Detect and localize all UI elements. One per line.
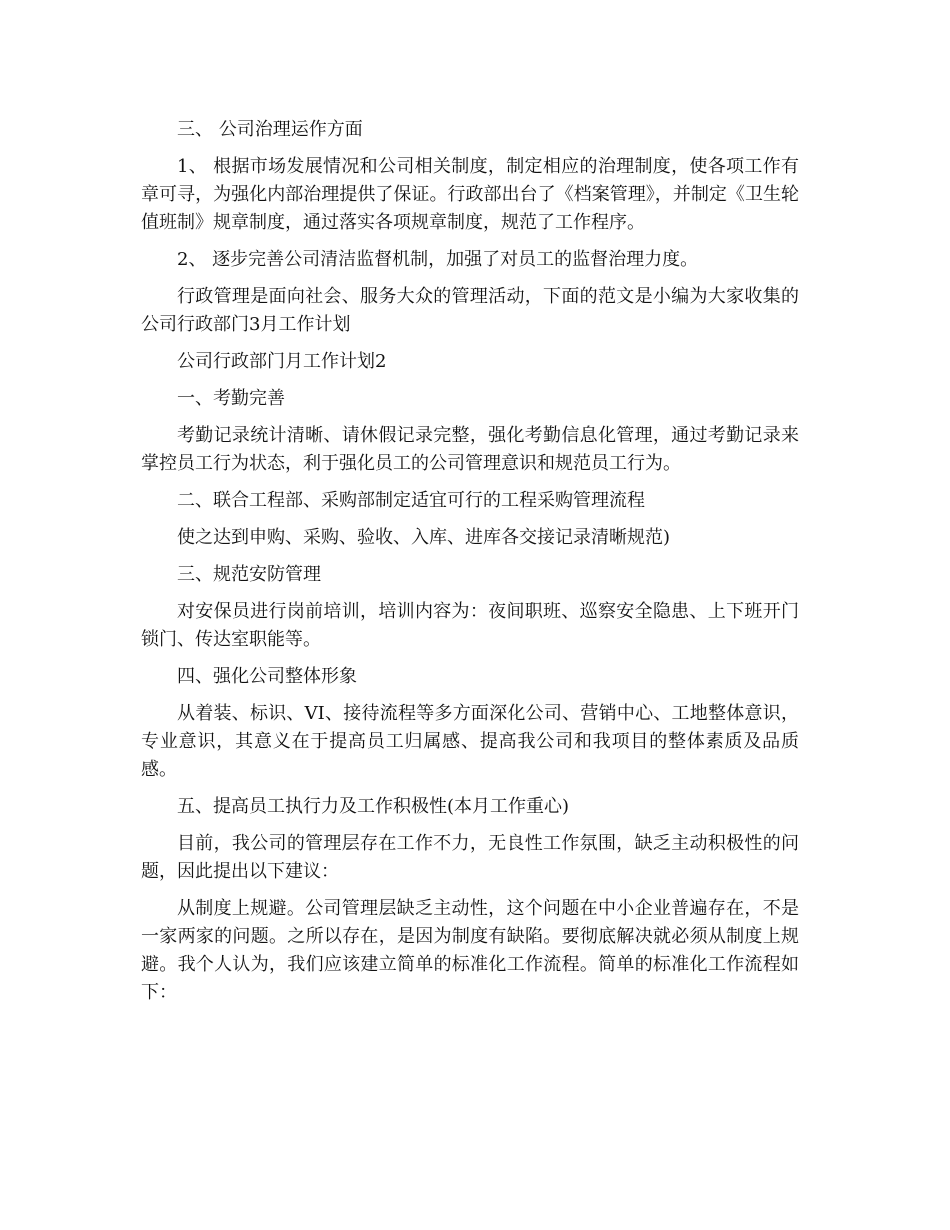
paragraph: 考勤记录统计清晰、请休假记录完整，强化考勤信息化管理，通过考勤记录来掌控员工行为状态，利于强化员工的公司管理意识和规范员工行为。 bbox=[141, 425, 799, 474]
section-heading-execution: 五、提高员工执行力及工作积极性(本月工作重心) bbox=[177, 796, 570, 817]
document-body bbox=[141, 116, 799, 1016]
paragraph: 1、 根据市场发展情况和公司相关制度，制定相应的治理制度，使各项工作有章可寻，为强化内部治理提供了保证。行政部出台了《档案管理》，并制定《卫生轮值班制》规章制度，通过落实各项规章制度，规范了工作程序。 bbox=[141, 156, 799, 233]
section-heading-governance: 三、 公司治理运作方面 bbox=[177, 119, 363, 140]
paragraph: 2、 逐步完善公司清洁监督机制，加强了对员工的监督治理力度。 bbox=[177, 249, 699, 270]
paragraph: 从制度上规避。公司管理层缺乏主动性，这个问题在中小企业普遍存在，不是一家两家的问题。之所以存在，是因为制度有缺陷。要彻底解决就必须从制度上规避。我个人认为，我们应该建立简单的标准化工作流程。简单的标准化工作流程如下： bbox=[141, 898, 799, 1003]
paragraph: 使之达到申购、采购、验收、入库、进库各交接记录清晰规范) bbox=[177, 527, 671, 548]
paragraph: 从着装、标识、VI、接待流程等多方面深化公司、营销中心、工地整体意识，专业意识，其意义在于提高员工归属感、提高我公司和我项目的整体素质及品质感。 bbox=[141, 703, 799, 780]
document-subtitle: 公司行政部门月工作计划2 bbox=[177, 351, 387, 372]
section-heading-attendance: 一、考勤完善 bbox=[177, 388, 285, 409]
paragraph: 行政管理是面向社会、服务大众的管理活动，下面的范文是小编为大家收集的公司行政部门3月工作计划 bbox=[141, 286, 799, 335]
paragraph: 对安保员进行岗前培训，培训内容为：夜间职班、巡察安全隐患、上下班开门锁门、传达室职能等。 bbox=[141, 601, 799, 650]
section-heading-procurement: 二、联合工程部、采购部制定适宜可行的工程采购管理流程 bbox=[177, 490, 645, 511]
paragraph: 目前，我公司的管理层存在工作不力，无良性工作氛围，缺乏主动积极性的问题，因此提出以下建议： bbox=[141, 833, 799, 882]
section-heading-security: 三、规范安防管理 bbox=[177, 564, 321, 585]
section-heading-image: 四、强化公司整体形象 bbox=[177, 666, 357, 687]
